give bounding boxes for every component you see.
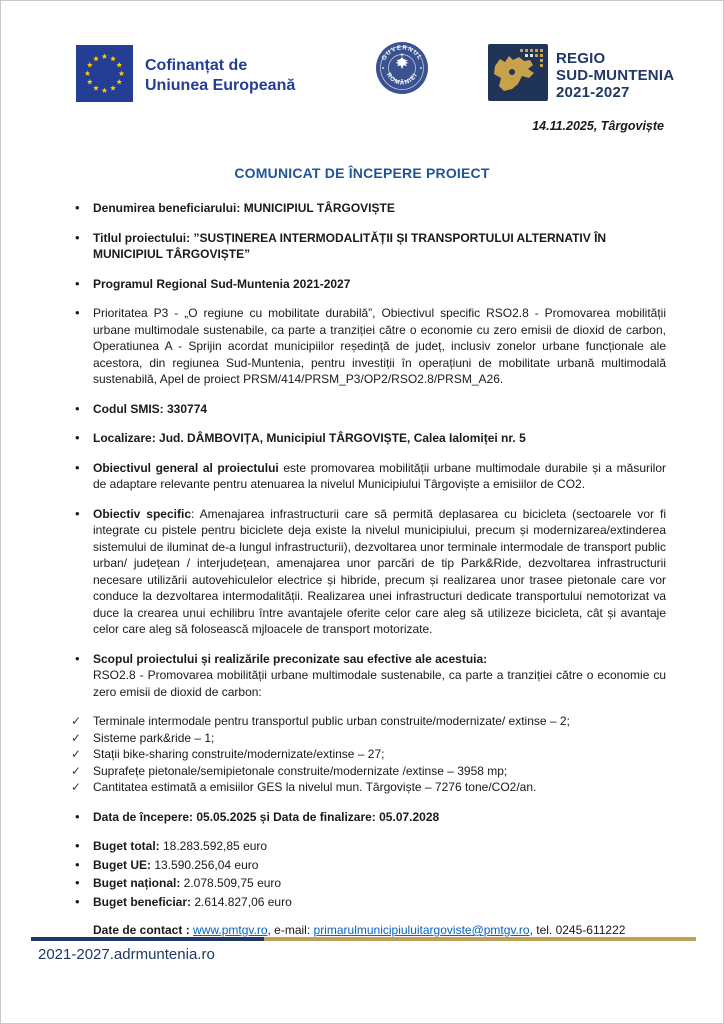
bullet-specific-objective-label: Obiectiv specific xyxy=(93,506,191,521)
budget-national-row xyxy=(69,875,666,892)
gov-seal-bottom-text: ROMÂNIEI xyxy=(384,71,420,87)
bullet-scope-label: Scopul proiectului și realizările preconizate sau efective ale acestuia: xyxy=(93,651,488,666)
bullet-project-title xyxy=(69,230,666,263)
gov-seal-icon xyxy=(375,44,429,99)
bullet-scope xyxy=(69,651,666,701)
budget-eu-label: Buget UE: xyxy=(93,857,151,872)
bullet-priority xyxy=(69,305,666,388)
regio-map-icon xyxy=(488,44,548,106)
eu-logo-caption-line1: Cofinanțat de xyxy=(145,57,248,74)
bullet-project-title-text: Titlul proiectului: ”SUSȚINEREA INTERMODALITĂȚII ȘI TRANSPORTULUI ALTERNATIV ÎN MUNICIPIUL TÂRGOVIȘTE” xyxy=(93,230,607,261)
checklist-item-emissions xyxy=(69,779,666,796)
romanian-government-logo xyxy=(375,41,429,100)
bullet-list xyxy=(69,200,666,700)
bullet-location xyxy=(69,430,666,447)
contact-label: Date de contact : xyxy=(93,923,194,937)
budget-total-row xyxy=(69,838,666,855)
bullet-beneficiary-text: Denumirea beneficiarului: MUNICIPIUL TÂRGOVIȘTE xyxy=(93,201,395,215)
checklist-item-terminals xyxy=(69,713,666,730)
gov-seal-top-text: GUVERNUL xyxy=(380,44,424,62)
bullet-scope-text: RSO2.8 - Promovarea mobilității urbane multimodale sustenabile, ca parte a tranziției către o economie cu zero emisii de dioxid de carbon: xyxy=(93,668,666,699)
document-body xyxy=(69,200,666,939)
regio-logo-line3: 2021-2027 xyxy=(556,83,630,101)
footer-divider-navy-segment xyxy=(31,937,264,941)
checklist-item-parkride xyxy=(69,730,666,747)
budget-total-value: 18.283.592,85 euro xyxy=(159,839,268,853)
bullet-general-objective xyxy=(69,460,666,493)
footer-divider xyxy=(31,937,696,941)
checklist-item-pedestrian-text: Suprafețe pietonale/semipietonale construite/modernizate /extinse – 3958 mp; xyxy=(93,763,508,778)
bullet-program-text: Programul Regional Sud-Muntenia 2021-2027 xyxy=(93,276,351,291)
bullet-priority-text: Prioritatea P3 - „O regiune cu mobilitate durabilă”, Obiectivul specific RSO2.8 - Promovarea mobilității urbane multimodale sustenabile, ca parte a tranziției către o economie cu zero emisii de dioxid de carbon, Operatiunea A - Sprijin acordat municipiilor reședință de județ, inclusiv zonelor urbane funcționale ale acestora, din regiunea Sud-Muntenia, pentru investiții în operațiuni de mobilitate urbană multimodală sustenabilă, Apel de proiect PRSM/414/PRSM_P3/OP2/RSO2.8/PRSM_A26. xyxy=(93,306,666,386)
email-link[interactable]: primarulmunicipiuluitargoviste@pmtgv.ro xyxy=(313,923,530,937)
budget-beneficiary-label: Buget beneficiar: xyxy=(93,894,192,909)
bullet-beneficiary xyxy=(69,200,666,217)
budget-national-label: Buget național: xyxy=(93,876,181,890)
checklist-item-bikesharing-text: Stații bike-sharing construite/modernizate/extinse – 27; xyxy=(93,747,385,761)
website-link[interactable]: www.pmtgv.ro xyxy=(193,923,268,937)
eu-cofunded-logo xyxy=(76,45,295,107)
regio-logo-line1: REGIO xyxy=(556,49,606,67)
bullet-dates xyxy=(69,809,666,826)
contact-phone-text: , tel. 0245-611222 xyxy=(529,923,626,937)
checklist-item-bikesharing xyxy=(69,746,666,763)
contact-mid-text: , e-mail: xyxy=(267,923,314,937)
bullet-smis-code xyxy=(69,401,666,418)
bullet-general-objective-text: este promovarea mobilității urbane multimodale durabile și a măsurilor de adaptare relevante pentru atenuarea la nivelul Municipiului Târgoviște a emisiilor de CO2. xyxy=(93,460,667,491)
budget-national-value: 2.078.509,75 euro xyxy=(180,876,282,890)
budget-beneficiary-row xyxy=(69,894,666,911)
budget-beneficiary-value: 2.614.827,06 euro xyxy=(191,894,292,909)
budget-eu-value: 13.590.256,04 euro xyxy=(151,857,259,872)
footer-website-text: 2021-2027.adrmuntenia.ro xyxy=(38,946,215,963)
budget-eu-row xyxy=(69,857,666,874)
checklist-item-terminals-text: Terminale intermodale pentru transportul public urban construite/modernizate/ extinse – 2; xyxy=(93,714,570,728)
page-title: COMUNICAT DE ÎNCEPERE PROIECT xyxy=(234,165,490,181)
checklist-item-pedestrian xyxy=(69,763,666,780)
regio-sud-muntenia-logo xyxy=(488,44,674,106)
eu-logo-caption-line2: Uniunea Europeană xyxy=(145,77,296,94)
checklist-item-emissions-text: Cantitatea estimată a emisiilor GES la nivelul mun. Târgoviște – 7276 tone/CO2/an. xyxy=(93,780,537,794)
bullet-smis-code-text: Codul SMIS: 330774 xyxy=(93,401,208,416)
bullet-general-objective-label: Obiectivul general al proiectului xyxy=(93,460,279,475)
footer-divider-gold-segment xyxy=(264,937,696,941)
bullet-specific-objective xyxy=(69,506,666,638)
budget-total-label: Buget total: xyxy=(93,839,160,853)
regio-logo-line2: SUD-MUNTENIA xyxy=(556,66,675,84)
date-place-line: 14.11.2025, Târgoviște xyxy=(532,119,664,133)
eu-flag-icon xyxy=(76,45,133,107)
results-checklist xyxy=(69,713,666,796)
bullet-program xyxy=(69,276,666,293)
bullet-specific-objective-text: : Amenajarea infrastructurii care să permită deplasarea cu bicicleta (sectoarele vor fi integrate cu pistele pentru biciclete deja existe la nivelul municipiului, precum și modernizarea/extinderea sistemului de iluminat de-a lungul infrastructurii), dezvoltarea unor terminale intermodale de transport public urban/ județean / interjudețean, amenajarea unor parcări de tip Park&Ride, dezvoltarea infrastructurii necesare utilizării autovehiculelor electrice și hibride, precum și realizarea unor trasee pietonale care vor conduce la dezvoltarea intermodalității. Realizarea unei infrastructuri dedicate transportului nemotorizat va duce la crearea unui echilibru între avantajele oferite celor care aleg să utilizeze bicicleta, cât și avantaje celor care aleg să folosească mjloacele de transport motorizate. xyxy=(93,506,667,636)
eu-logo-caption xyxy=(145,56,295,96)
bullet-location-text: Localizare: Jud. DÂMBOVIȚA, Municipiul TÂRGOVIȘTE, Calea Ialomiței nr. 5 xyxy=(93,431,526,445)
dates-list xyxy=(69,809,666,826)
regio-logo-caption xyxy=(556,50,674,101)
budget-list xyxy=(69,838,666,910)
bullet-dates-text: Data de începere: 05.05.2025 și Data de finalizare: 05.07.2028 xyxy=(93,809,440,824)
checklist-item-parkride-text: Sisteme park&ride – 1; xyxy=(93,730,215,745)
